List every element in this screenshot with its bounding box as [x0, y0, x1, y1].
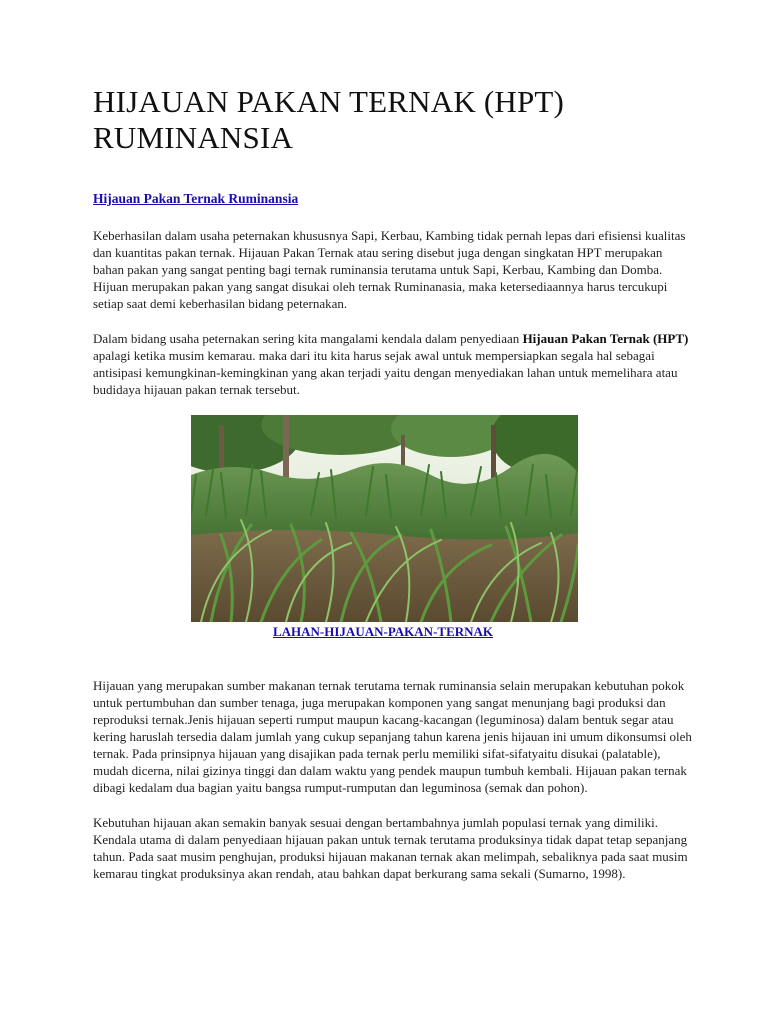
- grass-field-photo: [191, 415, 578, 622]
- paragraph-2-intro: Dalam bidang usaha peternakan sering kita mangalami kendala dalam penyediaan: [93, 331, 523, 346]
- image-caption: [93, 624, 673, 640]
- paragraph-3: Hijauan yang merupakan sumber makanan ternak terutama ternak ruminansia selain merupakan kebutuhan pokok untuk pertumbuhan dan sumber tenaga, juga merupakan komponen yang sangat menunjang bagi produksi dan reproduksi ternak.Jenis hijauan seperti rumput maupun kacang-kacangan (leguminosa) dalam bentuk segar atau kering haruslah tersedia dalam jumlah yang cukup sepanjang tahun karena jenis hijauan ini umum dikonsumsi oleh ternak. Pada prinsipnya hijauan yang disajikan pada ternak perlu memiliki sifat-sifatyaitu disukai (palatable), mudah dicerna, nilai gizinya tinggi dan dalam waktu yang pendek maupun tumbuh kembali. Hijauan pakan ternak dibagi kedalam dua bagian yaitu bangsa rumput-rumputan dan leguminosa (semak dan pohon).: [93, 678, 692, 795]
- paragraph-2: [93, 330, 693, 398]
- page-title: [93, 84, 693, 156]
- subtitle-link[interactable]: Hijauan Pakan Ternak Ruminansia: [93, 191, 299, 206]
- paragraph-4: Kebutuhan hijauan akan semakin banyak sesuai dengan bertambahnya jumlah populasi ternak yang dimiliki. Kendala utama di dalam penyediaan hijauan pakan untuk ternak terutama produksinya tidak dapat tetap sepanjang tahun. Pada saat musim penghujan, produksi hijauan makanan ternak akan melimpah, sebaliknya pada saat musim kemarau tingkat produksinya akan rendah, atau bahkan dapat berkurang sama sekali (Sumarno, 1998).: [93, 815, 688, 881]
- paragraph-2-rest: apalagi ketika musim kemarau. maka dari itu kita harus sejak awal untuk mempersiapkan segala hal sebagai antisipasi kemungkinan-kemingkinan yang akan terjadi yaitu dengan menyediakan lahan untuk memelihara atau budidaya hijauan pakan ternak tersebut.: [93, 348, 678, 397]
- image-caption-link[interactable]: LAHAN-HIJAUAN-PAKAN-TERNAK: [272, 624, 494, 639]
- grass-field-image: [191, 415, 578, 622]
- title-line-1: HIJAUAN PAKAN TERNAK (HPT): [93, 84, 565, 119]
- title-line-2: RUMINANSIA: [93, 120, 294, 155]
- paragraph-1: Keberhasilan dalam usaha peternakan khususnya Sapi, Kerbau, Kambing tidak pernah lepas dari efisiensi kualitas dan kuantitas pakan ternak. Hijauan Pakan Ternak atau sering disebut juga dengan singkatan HPT merupakan bahan pakan yang sangat penting bagi ternak ruminansia terutama untuk Sapi, Kerbau, Kambing dan Domba. Hijuan merupakan pakan yang sangat disukai oleh ternak Ruminanasia, maka ketersediaannya harus tercukupi setiap saat demi keberhasilan bidang peternakan.: [93, 228, 686, 311]
- paragraph-2-bold-term: Hijauan Pakan Ternak (HPT): [522, 331, 689, 346]
- document-content: [93, 84, 693, 882]
